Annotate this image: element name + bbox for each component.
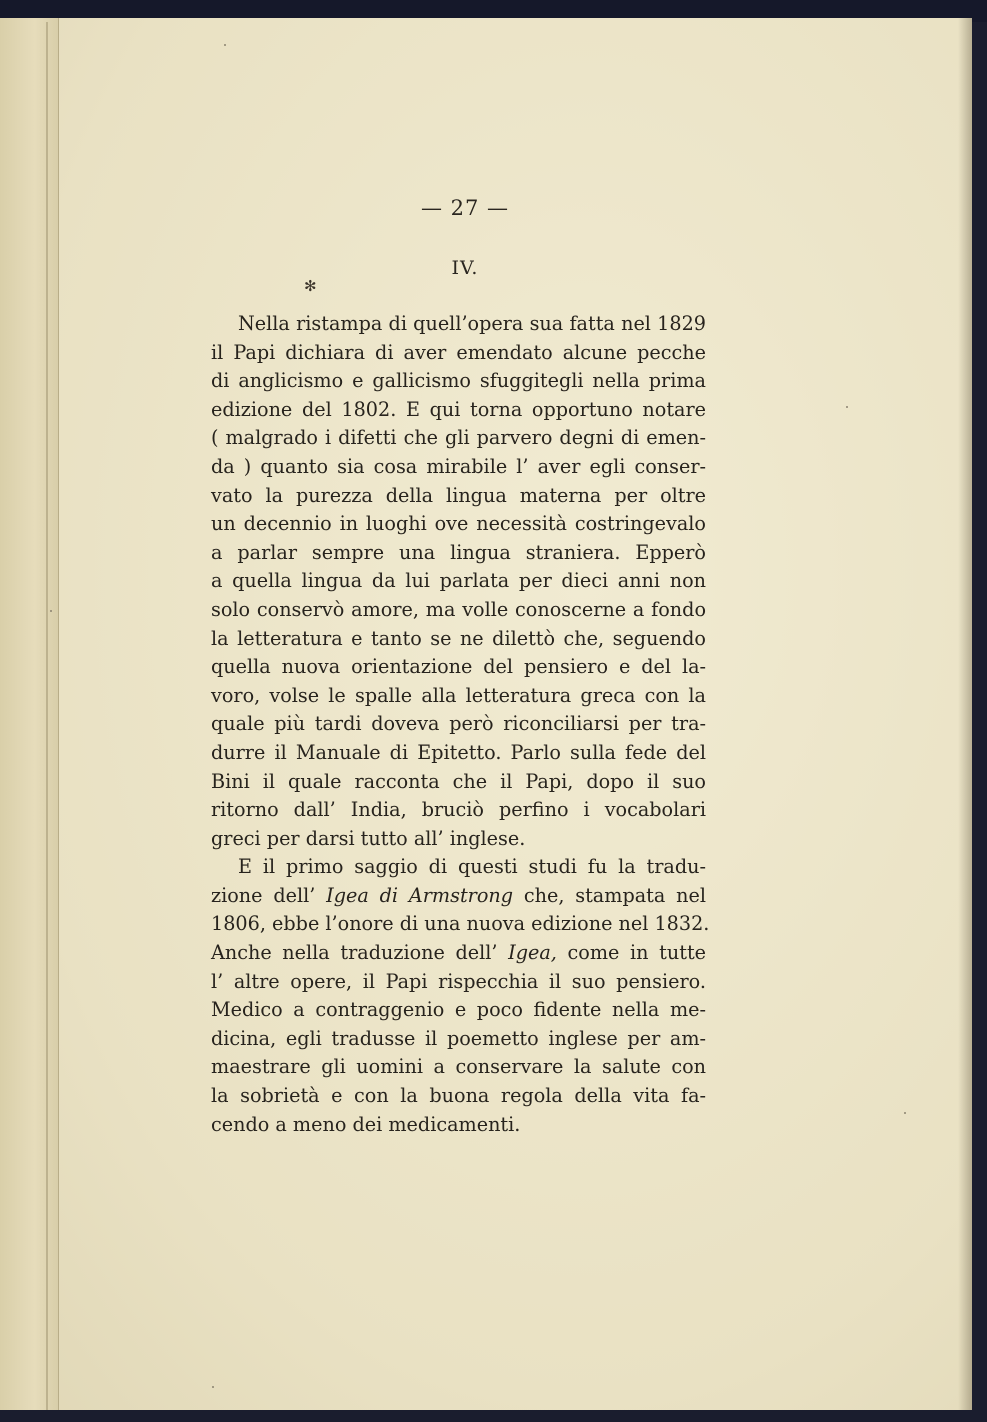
- body-text: [211, 310, 710, 1139]
- paper-speck: [50, 610, 52, 612]
- paper-speck: [904, 1112, 906, 1114]
- text-segment: come in tutte: [556, 941, 707, 965]
- ornament-mark-icon: ✻: [304, 277, 317, 295]
- gutter-fold-line: [46, 22, 48, 1410]
- text-line: vato la purezza della lingua materna per oltre: [211, 483, 706, 507]
- text-line: dicina, egli tradusse il poemetto inglese per am-: [211, 1026, 706, 1050]
- text-line: ( malgrado i difetti che gli parvero degni di emen-: [211, 426, 706, 450]
- text-line: a parlar sempre una lingua straniera. Epperò: [211, 540, 706, 564]
- text-line: edizione del 1802. E qui torna opportuno notare: [211, 397, 706, 421]
- text-segment: Anche nella traduzione dell’: [211, 941, 509, 965]
- text-line: il Papi dichiara di aver emendato alcune pecche: [211, 340, 706, 364]
- text-line: Nella ristampa di quell’opera sua fatta nel 1829: [238, 312, 706, 335]
- text-line: di anglicismo e gallicismo sfuggitegli nella prima: [211, 369, 706, 393]
- text-line: Medico a contraggenio e poco fidente nella me-: [211, 998, 706, 1022]
- book-title: Igea di Armstrong: [326, 883, 514, 907]
- page-number: — 27 —: [420, 196, 510, 220]
- text-line: la sobrietà e con la buona regola della vita fa-: [211, 1084, 706, 1108]
- text-line: voro, volse le spalle alla letteratura greca con la: [211, 683, 706, 707]
- text-line: quella nuova orientazione del pensiero e del la-: [211, 655, 706, 679]
- text-line: un decennio in luoghi ove necessità costringevalo: [211, 512, 706, 536]
- text-line: maestrare gli uomini a conservare la salute con: [211, 1055, 706, 1079]
- text-line: [211, 939, 706, 968]
- text-line: E il primo saggio di questi studi fu la tradu-: [238, 855, 706, 879]
- paper-speck: [212, 1386, 214, 1388]
- text-segment: che, stampata nel: [513, 883, 706, 907]
- text-line: solo conservò amore, ma volle conoscerne a fondo: [211, 597, 706, 621]
- page-edge-shadow: [958, 18, 972, 1410]
- page-gutter: [0, 18, 59, 1410]
- text-line: a quella lingua da lui parlata per dieci anni non: [211, 569, 706, 593]
- text-line: 1806, ebbe l’onore di una nuova edizione nel 1832.: [211, 912, 710, 936]
- text-segment: zione dell’: [211, 883, 327, 907]
- text-line: durre il Manuale di Epitetto. Parlo sulla fede del: [211, 740, 706, 764]
- text-line: da ) quanto sia cosa mirabile l’ aver egli conser-: [211, 454, 706, 478]
- text-line: cendo a meno dei medicamenti.: [211, 1112, 521, 1136]
- text-line: greci per darsi tutto all’ inglese.: [211, 826, 526, 850]
- book-title: Igea,: [508, 941, 557, 965]
- chapter-heading: IV.: [451, 257, 479, 279]
- paper-speck: [224, 44, 226, 46]
- text-line: quale più tardi doveva però riconciliarsi per tra-: [211, 712, 706, 736]
- text-line: Bini il quale racconta che il Papi, dopo il suo: [211, 769, 706, 793]
- text-line: l’ altre opere, il Papi rispecchia il suo pensiero.: [211, 969, 706, 993]
- text-line: ritorno dall’ India, bruciò perfino i vocabolari: [211, 798, 706, 822]
- paper-speck: [846, 406, 848, 408]
- text-line: la letteratura e tanto se ne dilettò che, seguendo: [211, 626, 706, 650]
- text-line: [211, 882, 706, 911]
